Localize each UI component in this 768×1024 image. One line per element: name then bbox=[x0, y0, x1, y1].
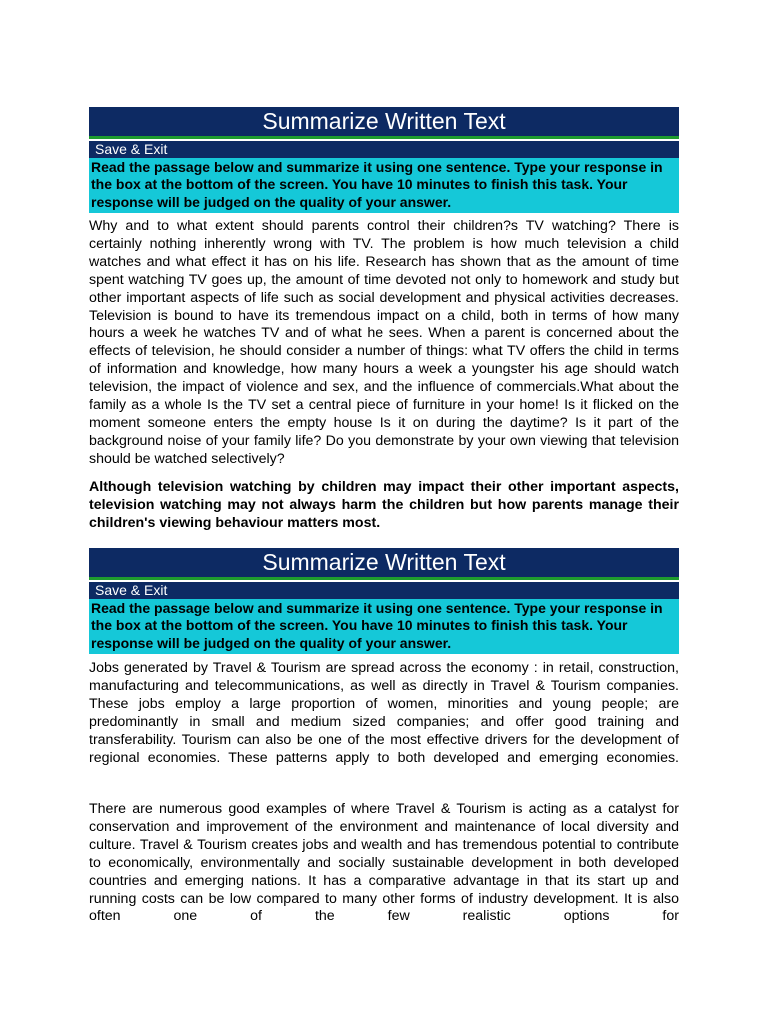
task-title-bar bbox=[89, 548, 679, 580]
save-exit-button[interactable]: Save & Exit bbox=[95, 582, 168, 598]
passage-text-continued: There are numerous good examples of where Travel & Tourism is acting as a catalyst for conservation and improvement of the environment and maintenance of local diversity and culture. Travel & Tourism creates jobs and wealth and has tremendous potential to contribute to economically, environmentally and socially sustainable development in both developed countries and emerging nations. It has a comparative advantage in that its start up and running costs can be low compared to many other forms of industry development. It is also often one of the few realistic options for bbox=[89, 801, 679, 925]
summary-answer: Although television watching by children may impact their other important aspects, television watching may not always harm the children but how parents manage their children's viewing behaviour matters most. bbox=[89, 479, 679, 531]
task-block-1 bbox=[89, 107, 679, 213]
instruction-box bbox=[89, 158, 679, 213]
save-exit-bar bbox=[89, 141, 679, 158]
instruction-text: Read the passage below and summarize it using one sentence. Type your response in the box at the bottom of the screen. You have 10 minutes to finish this task. Your response will be judged on the quality of your answer. bbox=[91, 159, 663, 210]
passage-text: Jobs generated by Travel & Tourism are spread across the economy : in retail, construction, manufacturing and telecommunications, as well as directly in Travel & Tourism companies. These jobs employ a large proportion of women, minorities and young people; are predominantly in small and medium sized companies; and offer good training and transferability. Tourism can also be one of the most effective drivers for the development of regional economies. These patterns apply to both developed and emerging economies. bbox=[89, 660, 679, 766]
passage-text: Why and to what extent should parents control their children?s TV watching? There is certainly nothing inherently wrong with TV. The problem is how much television a child watches and what effect it has on his life. Research has shown that as the amount of time spent watching TV goes up, the amount of time devoted not only to homework and study but other important aspects of life such as social development and physical activities decreases. Television is bound to have its tremendous impact on a child, both in terms of how many hours a week he watches TV and of what he sees. When a parent is concerned about the effects of television, he should consider a number of things: what TV offers the child in terms of information and knowledge, how many hours a week a youngster his age should watch television, the impact of violence and sex, and the influence of commercials.What about the family as a whole Is the TV set a central piece of furniture in your home! Is it flicked on the moment someone enters the empty house Is it on during the daytime? Is it part of the background noise of your family life? Do you demonstrate by your own viewing that television should be watched selectively? bbox=[89, 218, 679, 467]
instruction-box bbox=[89, 599, 679, 654]
instruction-text: Read the passage below and summarize it using one sentence. Type your response in the box at the bottom of the screen. You have 10 minutes to finish this task. Your response will be judged on the quality of your answer. bbox=[91, 600, 663, 651]
task-title: Summarize Written Text bbox=[262, 549, 506, 575]
task-block-2 bbox=[89, 548, 679, 654]
save-exit-button[interactable]: Save & Exit bbox=[95, 141, 168, 157]
task-title: Summarize Written Text bbox=[262, 108, 506, 134]
task-title-bar bbox=[89, 107, 679, 139]
save-exit-bar bbox=[89, 582, 679, 599]
